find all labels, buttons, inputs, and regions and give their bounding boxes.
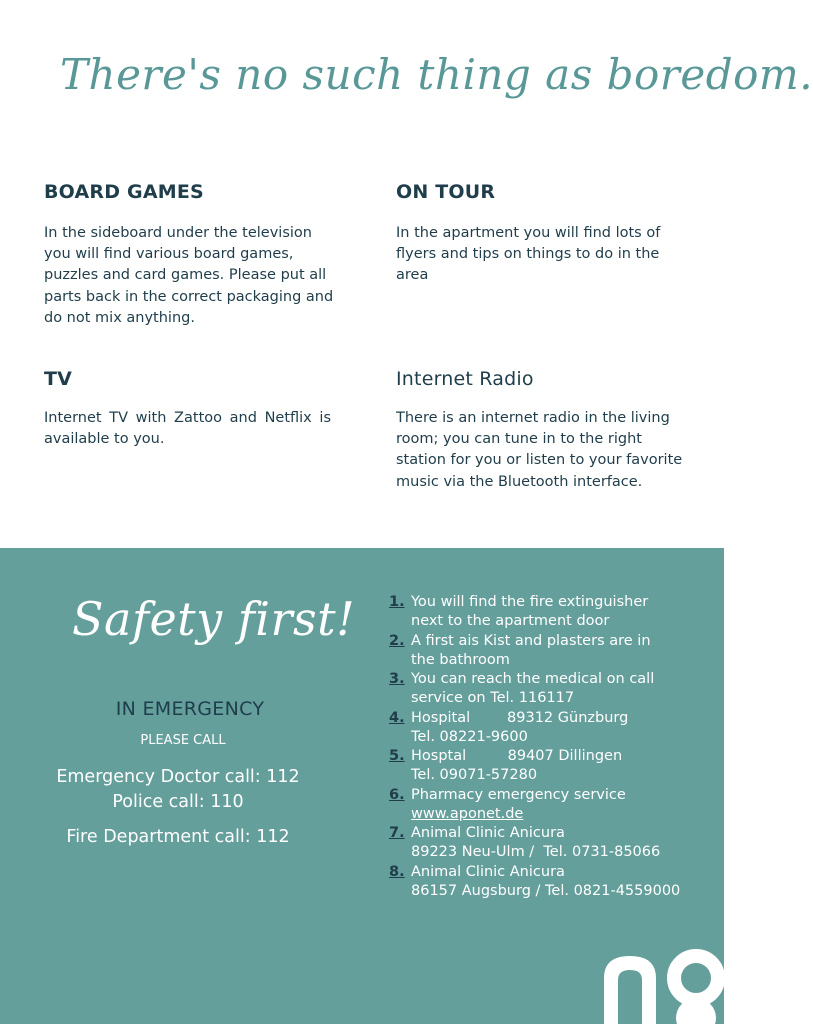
list-line: You can reach the medical on call: [411, 671, 655, 687]
list-line: 89223 Neu-Ulm / Tel. 0731-85066: [411, 844, 661, 860]
fire-department-line: Fire Department call: 112: [66, 827, 290, 847]
list-line: A first ais Kist and plasters are in: [411, 632, 651, 649]
list-number: 4.: [389, 709, 405, 726]
list-line: Tel. 09071-57280: [411, 767, 538, 783]
pharmacy-link[interactable]: www.aponet.de: [411, 805, 524, 822]
list-number: 8.: [389, 863, 405, 880]
brand-logo-mark: [600, 948, 724, 1024]
list-item: [389, 593, 709, 631]
list-item: [389, 786, 709, 824]
list-number: 3.: [389, 671, 405, 687]
list-number: 1.: [389, 594, 405, 610]
list-line: 86157 Augsburg / Tel. 0821-4559000: [411, 882, 681, 899]
list-line: Animal Clinic Anicura: [411, 863, 565, 880]
tv-title: TV: [44, 368, 73, 390]
page-headline: There's no such thing as boredom.: [60, 50, 813, 99]
radio-title: Internet Radio: [396, 368, 534, 390]
board-games-title: BOARD GAMES: [44, 181, 204, 203]
list-line: service on Tel. 116117: [411, 690, 575, 706]
list-item: [389, 670, 709, 708]
list-line: next to the apartment door: [411, 613, 610, 629]
list-item: [389, 863, 709, 901]
list-item: [389, 747, 709, 785]
list-number: 5.: [389, 748, 405, 764]
list-line: You will find the fire extinguisher: [411, 594, 649, 610]
safety-title: Safety first!: [72, 592, 356, 646]
list-line: Tel. 08221-9600: [411, 728, 528, 745]
board-games-body: In the sideboard under the television you will find various board games, puzzles and card games. Please put all parts back in the correct packaging and do not mix anything.: [44, 225, 334, 326]
list-item: [389, 824, 709, 862]
list-number: 6.: [389, 786, 405, 803]
list-line: the bathroom: [411, 651, 510, 668]
on-tour-body: In the apartment you will find lots of flyers and tips on things to do in the area: [396, 225, 661, 284]
list-number: 7.: [389, 825, 405, 841]
police-line: Police call: 110: [112, 792, 244, 812]
list-line: Hosptal 89407 Dillingen: [411, 748, 623, 764]
emergency-title: IN EMERGENCY: [115, 698, 265, 720]
emergency-doctor-line: Emergency Doctor call: 112: [56, 767, 300, 787]
radio-body: There is an internet radio in the living room; you can tune in to the right station for you or listen to your favorite music via the Bluetooth interface.: [396, 410, 683, 490]
tv-body: Internet TV with Zattoo and Netflix is available to you.: [44, 410, 331, 448]
list-line: Hospital 89312 Günzburg: [411, 709, 629, 726]
list-number: 2.: [389, 632, 405, 649]
list-item: [389, 632, 709, 670]
emergency-subtitle: PLEASE CALL: [140, 733, 226, 748]
emergency-info-list: [389, 593, 709, 901]
on-tour-title: ON TOUR: [396, 181, 496, 203]
list-line: Animal Clinic Anicura: [411, 825, 565, 841]
list-item: [389, 709, 709, 747]
list-line: Pharmacy emergency service: [411, 786, 626, 803]
